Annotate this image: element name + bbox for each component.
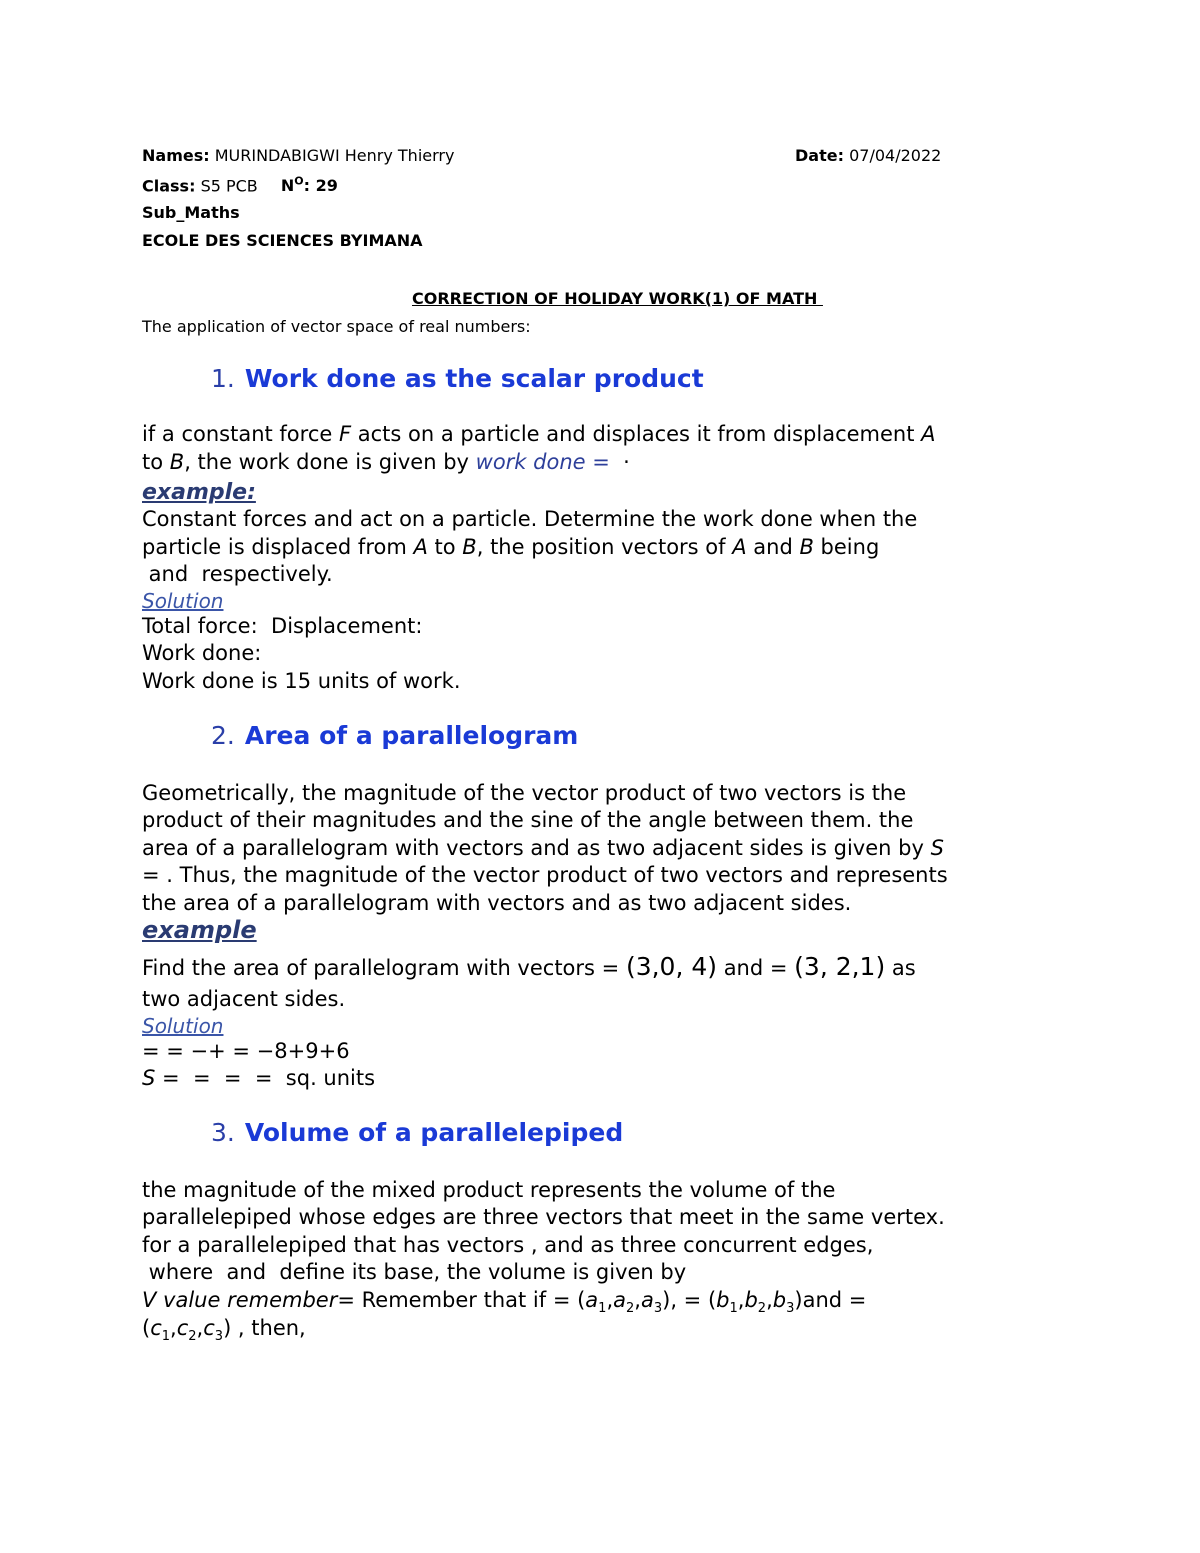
s3-para-line3: for a parallelepiped that has vectors , and as three concurrent edges, <box>142 1233 874 1257</box>
date-line <box>795 146 941 165</box>
names-line <box>142 146 454 165</box>
s1-solution-label: Solution <box>142 589 224 613</box>
s1-line1: if a constant force F acts on a particle and displaces it from displacement A <box>142 422 936 446</box>
school-line: ECOLE DES SCIENCES BYIMANA <box>142 231 423 250</box>
s2-solution-label: Solution <box>142 1014 224 1038</box>
s3-para-line4: where and define its base, the volume is given by <box>142 1260 687 1284</box>
section1-heading <box>211 364 704 393</box>
class-value: S5 PCB <box>200 176 258 196</box>
s2-solution-line2: S = = = = sq. units <box>142 1066 376 1090</box>
date-label: Date: <box>795 146 844 165</box>
names-value: MURINDABIGWI Henry Thierry <box>214 146 455 165</box>
s1-example-line3: and respectively. <box>142 562 333 586</box>
s1-example-line2: particle is displaced from A to B, the position vectors of A and B being <box>142 535 880 559</box>
s3-para-line5: V value remember= Remember that if = $(a_1,a_2,a_3)$, = $(b_1,b_2,b_3)and$ = <box>142 1288 867 1317</box>
s2-solution-line1: = = −+ = −8+9+6 <box>142 1039 350 1063</box>
number-value: : 29 <box>303 176 338 196</box>
s2-para-line2: product of their magnitudes and the sine of the angle between them. the <box>142 808 914 832</box>
s2-para-line5: the area of a parallelogram with vectors and as two adjacent sides. <box>142 891 852 915</box>
section2-title: Area of a parallelogram <box>244 721 579 750</box>
section1-number: 1. <box>211 364 235 393</box>
section3-title: Volume of a parallelepiped <box>244 1118 624 1147</box>
s1-example-line1: Constant forces and act on a particle. Determine the work done when the <box>142 507 918 531</box>
s2-example-label: example <box>142 916 257 944</box>
s1-solution-line3: Work done is 15 units of work. <box>142 669 461 693</box>
s1-line2: to B, the work done is given by work done = · <box>142 450 630 474</box>
section1-title: Work done as the scalar product <box>244 364 704 393</box>
s2-example-line2: two adjacent sides. <box>142 987 346 1011</box>
s1-example-label: example: <box>142 480 256 505</box>
section3-number: 3. <box>211 1118 235 1147</box>
s2-para-line1: Geometrically, the magnitude of the vector product of two vectors is the <box>142 781 907 805</box>
date-value: 07/04/2022 <box>849 146 942 165</box>
number-label: N <box>280 176 295 196</box>
intro-text: The application of vector space of real numbers: <box>142 317 531 336</box>
section3-heading <box>211 1118 623 1147</box>
s3-para-line2: parallelepiped whose edges are three vectors that meet in the same vertex. <box>142 1205 945 1229</box>
s2-example-line1: Find the area of parallelogram with vectors = (3,0, 4) and = (3, 2,1) as <box>142 952 916 981</box>
section2-heading <box>211 721 578 750</box>
s1-solution-line1: Total force: Displacement: <box>142 614 423 638</box>
subject-line: Sub_Maths <box>142 203 240 222</box>
section2-number: 2. <box>211 721 235 750</box>
s2-para-line4: = . Thus, the magnitude of the vector product of two vectors and represents <box>142 863 948 887</box>
s3-para-line6: $(c_1,c_2,c_3)$ , then, <box>142 1316 306 1345</box>
s1-solution-line2: Work done: <box>142 641 262 665</box>
document-title: CORRECTION OF HOLIDAY WORK(1) OF MATH <box>412 289 823 308</box>
names-label: Names: <box>142 146 210 165</box>
class-label: Class: <box>142 176 196 196</box>
class-line <box>142 175 338 195</box>
s3-para-line1: the magnitude of the mixed product represents the volume of the <box>142 1178 836 1202</box>
s2-para-line3: area of a parallelogram with vectors and as two adjacent sides is given by S <box>142 836 944 860</box>
number-label-sup: O <box>294 175 304 188</box>
